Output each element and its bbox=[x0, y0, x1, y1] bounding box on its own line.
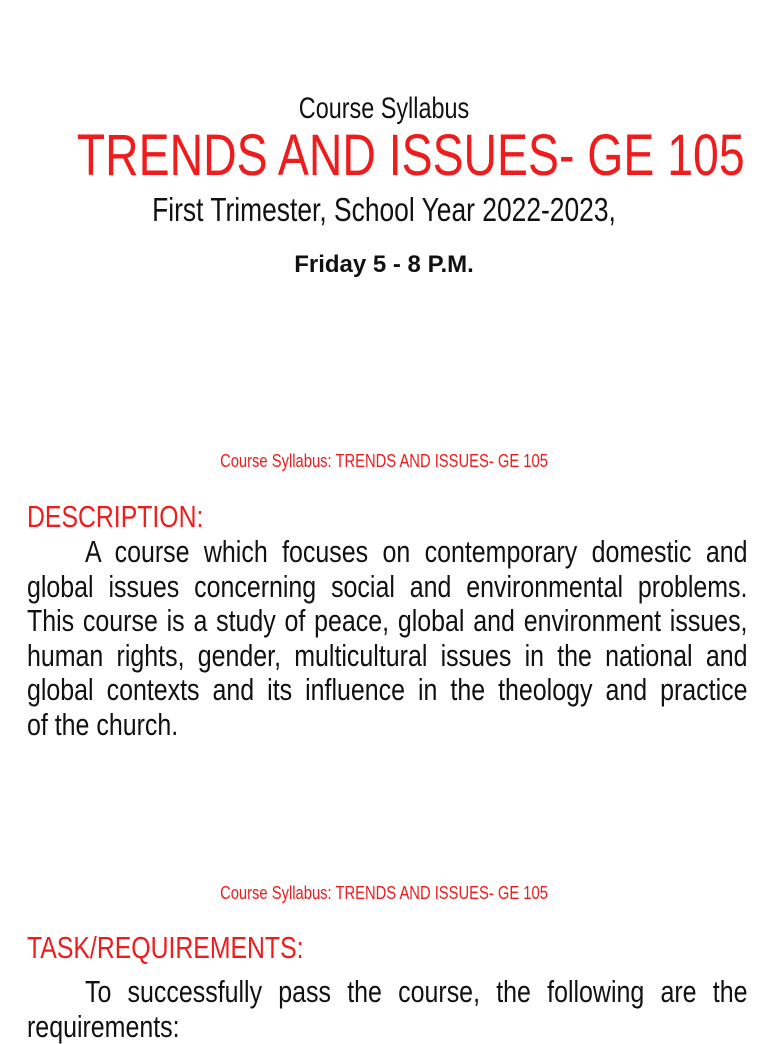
description-line: This course is a study of peace, global and environment issues, bbox=[27, 604, 747, 639]
description-line: global contexts and its influence in the theology and practice bbox=[27, 673, 747, 708]
requirements-heading: TASK/REQUIREMENTS: bbox=[27, 930, 304, 966]
description-line: A course which focuses on contemporary domestic and bbox=[27, 535, 747, 570]
running-head: Course Syllabus: TRENDS AND ISSUES- GE 105 bbox=[69, 883, 699, 904]
running-head: Course Syllabus: TRENDS AND ISSUES- GE 105 bbox=[69, 451, 699, 472]
cover-schedule: Friday 5 - 8 P.M. bbox=[0, 251, 768, 279]
description-line: global issues concerning social and environmental problems. bbox=[27, 570, 747, 605]
description-heading: DESCRIPTION: bbox=[27, 499, 203, 535]
cover-kicker: Course Syllabus bbox=[84, 92, 683, 126]
requirements-body bbox=[27, 975, 747, 1044]
description-line: of the church. bbox=[27, 708, 747, 743]
cover-term: First Trimester, School Year 2022-2023, bbox=[77, 191, 691, 229]
requirements-line: To successfully pass the course, the following are the bbox=[27, 975, 747, 1010]
cover-title: TRENDS AND ISSUES- GE 105 bbox=[77, 122, 691, 189]
description-body bbox=[27, 535, 747, 742]
description-line: human rights, gender, multicultural issues in the national and bbox=[27, 639, 747, 674]
requirements-line: requirements: bbox=[27, 1010, 747, 1044]
